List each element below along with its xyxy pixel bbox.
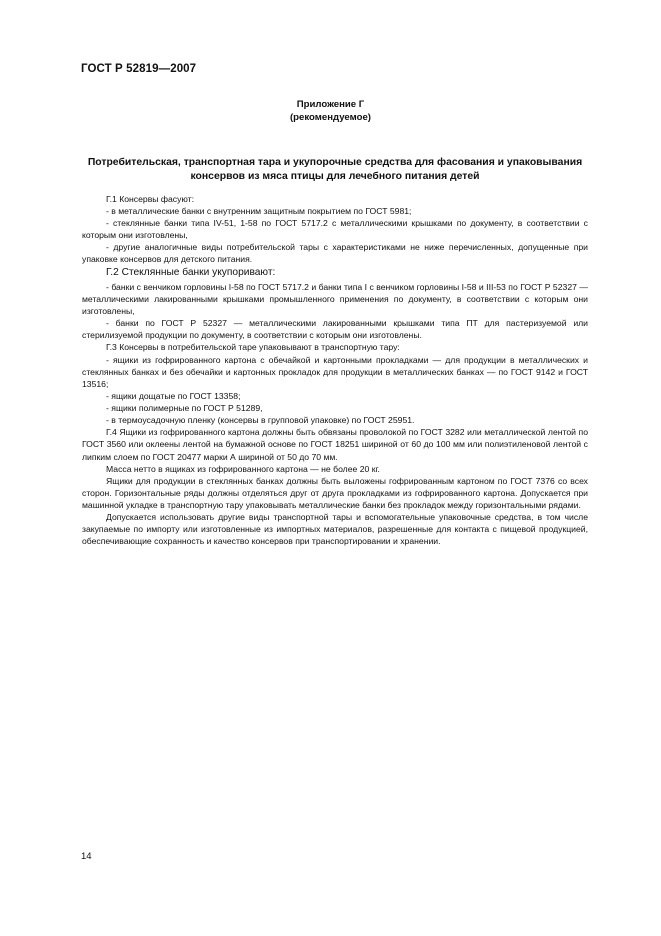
document-standard-code: ГОСТ Р 52819—2007 — [81, 63, 197, 75]
list-item: - банки по ГОСТ Р 52327 — металлическими лакированными крышками типа ПТ для пастеризуемой или стерилизуемой продукции по документу, в соответствии с которым они изготовлены. — [82, 318, 588, 341]
list-item: - банки с венчиком горловины I-58 по ГОСТ 5717.2 и банки типа I с венчиком горловины I-58 и III-53 по ГОСТ Р 52327 — металлическими лакированными крышками промышленного применения по документу, в соответствии с которым они изготовлены, — [82, 281, 588, 316]
list-item: - ящики полимерные по ГОСТ Р 51289, — [106, 403, 263, 414]
section-heading: Потребительская, транспортная тара и укупорочные средства для фасования и упаковывания консервов из мяса птицы для лечебного питания детей — [87, 157, 583, 182]
paragraph: Масса нетто в ящиках из гофрированного картона — не более 20 кг. — [106, 463, 380, 474]
document-body — [82, 193, 588, 547]
clause-g3: Г.3 Консервы в потребительской таре упаковывают в транспортную тару: — [106, 342, 400, 353]
annex-title: Приложение Г — [296, 99, 365, 110]
clause-g4: Г.4 Ящики из гофрированного картона должны быть обвязаны проволокой по ГОСТ 3282 или металлической лентой по ГОСТ 3560 или оклеены лентой на бумажной основе по ГОСТ 18251 шириной от 60 до 100 мм или полиэтиленовой лентой с липким слоем по ГОСТ 20477 марки А шириной от 50 до 70 мм. — [82, 427, 588, 462]
list-item: - другие аналогичные виды потребительской тары с характеристиками не ниже перечисленных, допущенные при упаковке консервов для детского питания. — [82, 242, 588, 265]
paragraph: Ящики для продукции в стеклянных банках должны быть выложены гофрированным картоном по ГОСТ 7376 со всех сторон. Горизонтальные ряды должны отделяться друг от друга прокладками из гофрированного картона. Допускается при машинной укладке в транспортную тару упаковывать металлические банки без прокладок между горизонтальными рядами. — [82, 475, 588, 510]
list-item: - в термоусадочную пленку (консервы в групповой упаковке) по ГОСТ 25951. — [106, 415, 415, 426]
page-number: 14 — [81, 851, 92, 862]
annex-subtitle: (рекомендуемое) — [289, 111, 371, 123]
list-item: - ящики из гофрированного картона с обечайкой и картонными прокладками — для продукции в металлических и стеклянных банках и без обечайки и картонных прокладок для продукции в металлических банках — по ГОСТ 9142 и ГОСТ 13516; — [82, 355, 588, 390]
annex-block — [0, 99, 661, 124]
list-item: - ящики дощатые по ГОСТ 13358; — [106, 391, 241, 402]
clause-g2: Г.2 Стеклянные банки укупоривают: — [106, 267, 276, 279]
clause-g1: Г.1 Консервы фасуют: — [106, 194, 195, 204]
paragraph: Допускается использовать другие виды транспортной тары и вспомогательные упаковочные средства, в том числе закупаемые по импорту или изготовленные из импортных материалов, разрешенные для контакта с пищевой продукцией, обеспечивающие сохранность и качество консервов при транспортировании и хранении. — [82, 511, 588, 546]
list-item: - в металлические банки с внутренним защитным покрытием по ГОСТ 5981; — [106, 206, 412, 217]
list-item: - стеклянные банки типа IV-51, 1-58 по ГОСТ 5717.2 с металлическими крышками по документу, в соответствии с которым они изготовлены, — [82, 218, 588, 241]
